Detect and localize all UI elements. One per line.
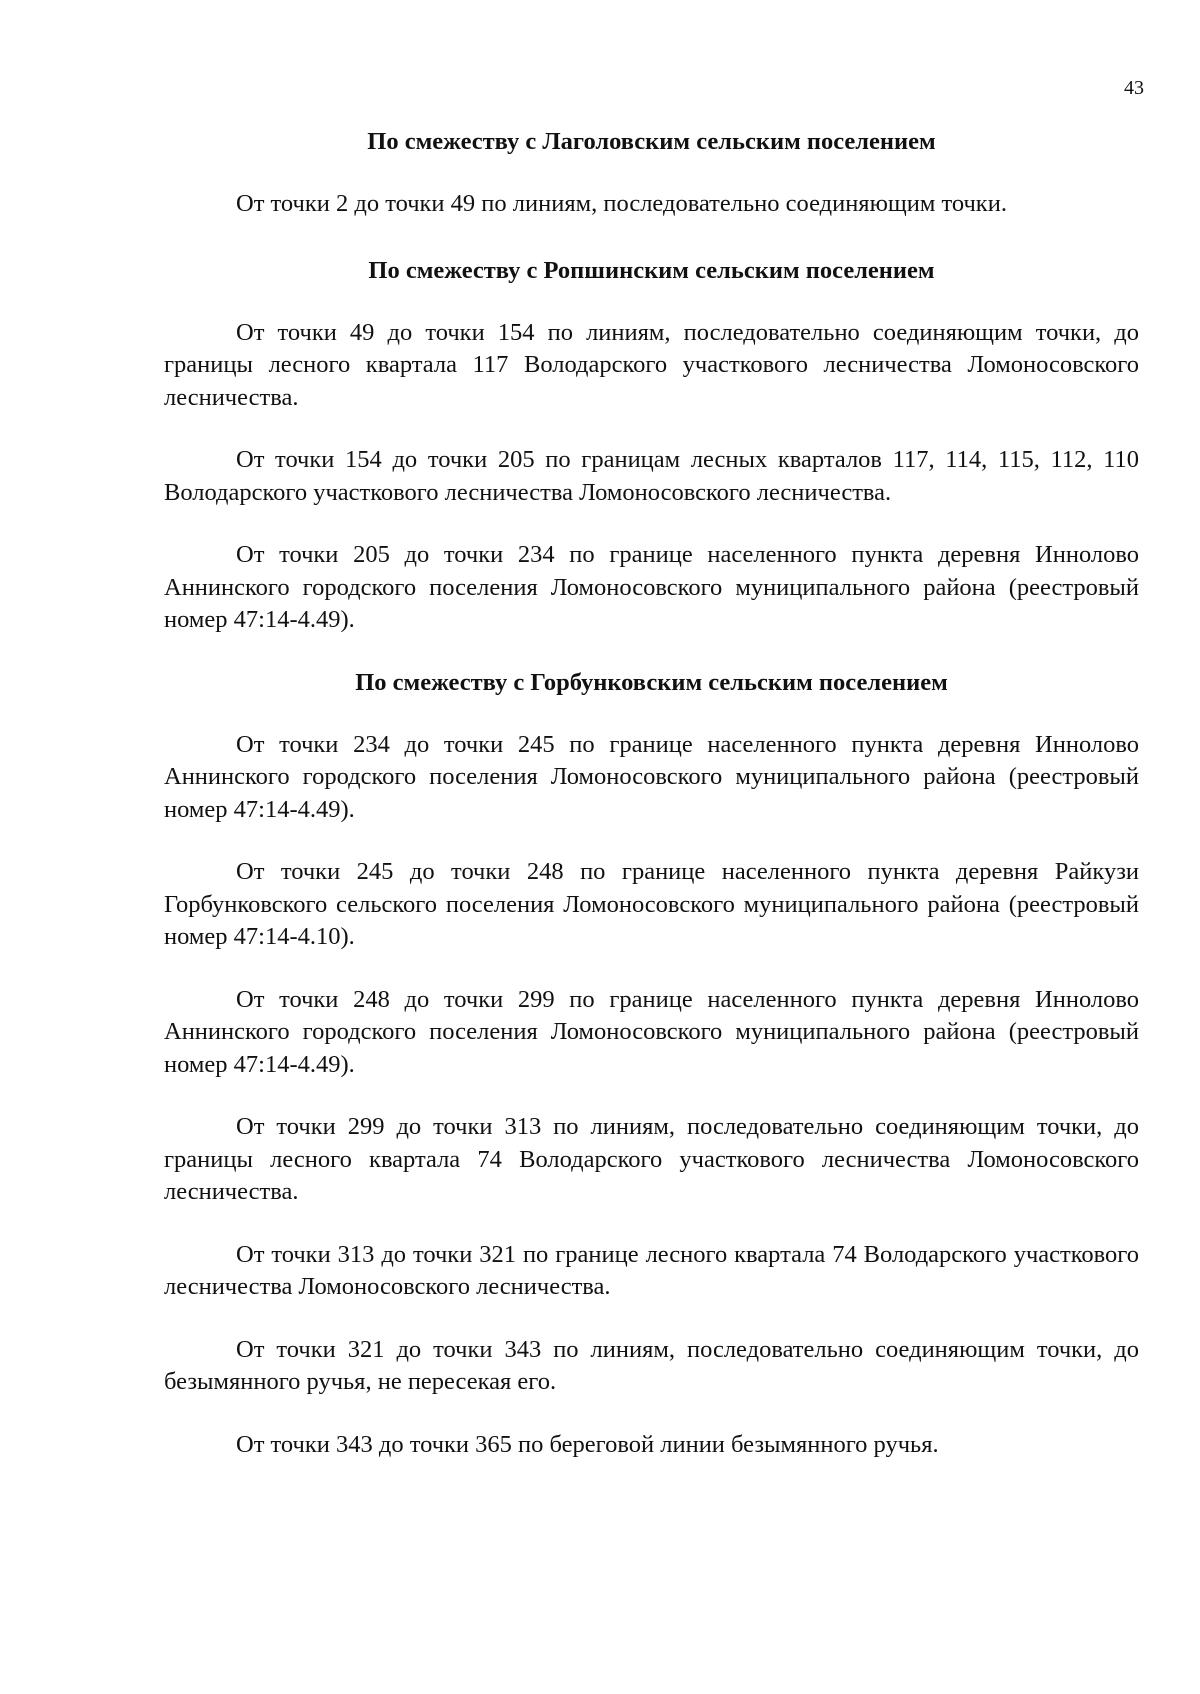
paragraph: От точки 343 до точки 365 по береговой линии безымянного ручья.: [236, 1430, 939, 1458]
paragraph: От точки 299 до точки 313 по линиям, последовательно соединяющим точки, до границы лесного квартала 74 Володарского участкового лесничества Ломоносовского лесничества.: [164, 1113, 1139, 1205]
paragraph: От точки 321 до точки 343 по линиям, последовательно соединяющим точки, до безымянного ручья, не пересекая его.: [164, 1335, 1139, 1395]
paragraph: От точки 234 до точки 245 по границе населенного пункта деревня Иннолово Аннинского городского поселения Ломоносовского муниципального района (реестровый номер 47:14-4.49).: [164, 730, 1139, 823]
paragraph: От точки 245 до точки 248 по границе населенного пункта деревня Райкузи Горбунковского сельского поселения Ломоносовского муниципального района (реестровый номер 47:14-4.10).: [164, 858, 1139, 950]
paragraph: От точки 49 до точки 154 по линиям, последовательно соединяющим точки, до границы лесного квартала 117 Володарского участкового лесничества Ломоносовского лесничества.: [164, 318, 1139, 411]
section-ropshinskoe: [164, 255, 1139, 637]
paragraph: От точки 205 до точки 234 по границе населенного пункта деревня Иннолово Аннинского городского поселения Ломоносовского муниципального района (реестровый номер 47:14-4.49).: [164, 541, 1139, 633]
section-heading: По смежеству с Ропшинским сельским поселением: [368, 256, 935, 284]
page-number: 43: [1124, 77, 1144, 99]
paragraph: От точки 248 до точки 299 по границе населенного пункта деревня Иннолово Аннинского городского поселения Ломоносовского муниципального района (реестровый номер 47:14-4.49).: [164, 985, 1139, 1078]
paragraph: От точки 313 до точки 321 по границе лесного квартала 74 Володарского участкового лесничества Ломоносовского лесничества.: [164, 1240, 1139, 1300]
paragraph: От точки 154 до точки 205 по границам лесных кварталов 117, 114, 115, 112, 110 Володарского участкового лесничества Ломоносовского лесничества.: [164, 446, 1139, 506]
section-lagolovskoe: [164, 126, 1139, 221]
paragraph: От точки 2 до точки 49 по линиям, последовательно соединяющим точки.: [236, 190, 1007, 217]
section-gorbunkovskoe: [164, 667, 1139, 1462]
section-heading: По смежеству с Лаголовским сельским поселением: [367, 128, 936, 155]
document-body: [164, 126, 1139, 1491]
section-heading: По смежеству с Горбунковским сельским поселением: [355, 668, 948, 696]
